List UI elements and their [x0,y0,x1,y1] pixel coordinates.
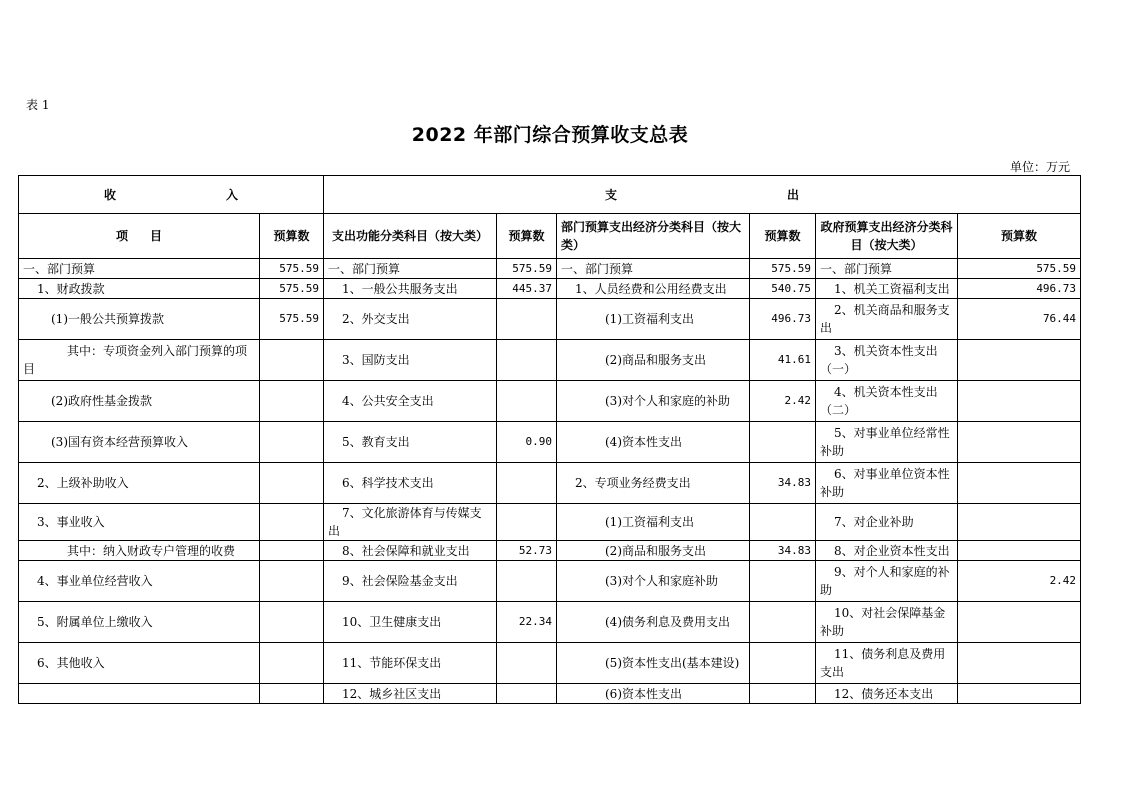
dept-econ-item-cell: 2、专项业务经费支出 [557,463,750,504]
func-budget-cell [497,381,557,422]
func-class-item-cell: 1、一般公共服务支出 [324,279,497,299]
func-class-item-cell: 8、社会保障和就业支出 [324,541,497,561]
gov-budget-cell: 496.73 [958,279,1081,299]
gov-econ-item-cell: 8、对企业资本性支出 [816,541,958,561]
gov-budget-cell [958,643,1081,684]
header-row-2 [19,214,1081,259]
income-item-cell: (3)国有资本经营预算收入 [19,422,260,463]
func-budget-cell [497,299,557,340]
table-row [19,643,1081,684]
gov-econ-item-cell: 2、机关商品和服务支出 [816,299,958,340]
dept-budget-cell: 34.83 [750,541,816,561]
gov-econ-item-cell: 6、对事业单位资本性补助 [816,463,958,504]
func-class-item-cell: 9、社会保险基金支出 [324,561,497,602]
func-budget-cell: 445.37 [497,279,557,299]
dept-econ-item-cell: (4)资本性支出 [557,422,750,463]
income-item-cell [19,684,260,704]
table-row [19,684,1081,704]
income-item-cell: (1)一般公共预算拨款 [19,299,260,340]
gov-budget-header: 预算数 [958,214,1081,259]
income-item-cell: 3、事业收入 [19,504,260,541]
func-class-item-cell: 12、城乡社区支出 [324,684,497,704]
gov-econ-header: 政府预算支出经济分类科目（按大类） [816,214,958,259]
func-budget-cell: 0.90 [497,422,557,463]
budget-table [18,175,1081,704]
gov-budget-cell [958,602,1081,643]
table-row [19,299,1081,340]
func-budget-cell: 575.59 [497,259,557,279]
item-header: 项 目 [19,214,260,259]
dept-econ-item-cell: (1)工资福利支出 [557,299,750,340]
header-row-1 [19,176,1081,214]
dept-econ-item-cell: (6)资本性支出 [557,684,750,704]
table-row [19,561,1081,602]
gov-budget-cell [958,504,1081,541]
func-budget-cell [497,463,557,504]
dept-budget-header: 预算数 [750,214,816,259]
func-class-item-cell: 6、科学技术支出 [324,463,497,504]
dept-budget-cell [750,561,816,602]
dept-econ-item-cell: 一、部门预算 [557,259,750,279]
dept-budget-cell: 496.73 [750,299,816,340]
gov-budget-cell: 2.42 [958,561,1081,602]
func-class-item-cell: 2、外交支出 [324,299,497,340]
func-budget-header: 预算数 [497,214,557,259]
gov-budget-cell [958,381,1081,422]
func-class-item-cell: 7、文化旅游体育与传媒支出 [324,504,497,541]
gov-budget-cell [958,422,1081,463]
income-item-cell: 其中：专项资金列入部门预算的项目 [19,340,260,381]
gov-budget-cell: 76.44 [958,299,1081,340]
income-budget-cell [260,340,324,381]
gov-econ-item-cell: 10、对社会保障基金补助 [816,602,958,643]
dept-econ-item-cell: (4)债务利息及费用支出 [557,602,750,643]
income-budget-cell [260,504,324,541]
dept-econ-item-cell: (5)资本性支出(基本建设) [557,643,750,684]
table-row [19,340,1081,381]
income-item-cell: (2)政府性基金拨款 [19,381,260,422]
func-class-item-cell: 10、卫生健康支出 [324,602,497,643]
dept-econ-header: 部门预算支出经济分类科目（按大类） [557,214,750,259]
table-label: 表 1 [26,98,50,112]
table-row [19,381,1081,422]
gov-budget-cell [958,340,1081,381]
gov-budget-cell: 575.59 [958,259,1081,279]
func-class-item-cell: 5、教育支出 [324,422,497,463]
func-budget-cell [497,643,557,684]
gov-econ-item-cell: 4、机关资本性支出（二） [816,381,958,422]
income-item-cell: 一、部门预算 [19,259,260,279]
func-budget-cell: 22.34 [497,602,557,643]
gov-econ-item-cell: 11、债务利息及费用支出 [816,643,958,684]
func-class-item-cell: 4、公共安全支出 [324,381,497,422]
income-budget-header: 预算数 [260,214,324,259]
gov-econ-item-cell: 12、债务还本支出 [816,684,958,704]
gov-budget-cell [958,684,1081,704]
table-row [19,504,1081,541]
dept-econ-item-cell: (1)工资福利支出 [557,504,750,541]
income-item-cell: 其中：纳入财政专户管理的收费 [19,541,260,561]
income-header: 收 入 [19,176,324,214]
income-budget-cell: 575.59 [260,259,324,279]
income-budget-cell [260,602,324,643]
dept-econ-item-cell: (2)商品和服务支出 [557,541,750,561]
income-budget-cell: 575.59 [260,299,324,340]
dept-budget-cell: 575.59 [750,259,816,279]
income-budget-cell [260,381,324,422]
income-budget-cell [260,561,324,602]
dept-budget-cell [750,684,816,704]
gov-budget-cell [958,541,1081,561]
dept-budget-cell [750,602,816,643]
dept-budget-cell [750,504,816,541]
gov-econ-item-cell: 5、对事业单位经常性补助 [816,422,958,463]
gov-econ-item-cell: 3、机关资本性支出（一） [816,340,958,381]
table-row [19,259,1081,279]
income-budget-cell [260,463,324,504]
gov-econ-item-cell: 9、对个人和家庭的补助 [816,561,958,602]
dept-econ-item-cell: (3)对个人和家庭的补助 [557,381,750,422]
dept-budget-cell: 41.61 [750,340,816,381]
func-class-item-cell: 3、国防支出 [324,340,497,381]
dept-budget-cell [750,643,816,684]
dept-econ-item-cell: (3)对个人和家庭补助 [557,561,750,602]
func-budget-cell [497,340,557,381]
expense-header: 支 出 [324,176,1081,214]
income-budget-cell: 575.59 [260,279,324,299]
func-budget-cell [497,684,557,704]
income-item-cell: 1、财政拨款 [19,279,260,299]
dept-budget-cell: 2.42 [750,381,816,422]
gov-budget-cell [958,463,1081,504]
income-budget-cell [260,643,324,684]
income-item-cell: 4、事业单位经营收入 [19,561,260,602]
table-row [19,602,1081,643]
table-row [19,422,1081,463]
income-budget-cell [260,422,324,463]
income-budget-cell [260,684,324,704]
income-item-cell: 2、上级补助收入 [19,463,260,504]
gov-econ-item-cell: 7、对企业补助 [816,504,958,541]
dept-budget-cell [750,422,816,463]
func-budget-cell: 52.73 [497,541,557,561]
dept-budget-cell: 34.83 [750,463,816,504]
func-budget-cell [497,561,557,602]
dept-budget-cell: 540.75 [750,279,816,299]
income-item-cell: 6、其他收入 [19,643,260,684]
dept-econ-item-cell: 1、人员经费和公用经费支出 [557,279,750,299]
table-row [19,279,1081,299]
income-budget-cell [260,541,324,561]
table-row [19,541,1081,561]
func-class-item-cell: 一、部门预算 [324,259,497,279]
unit-label: 单位：万元 [1009,160,1070,174]
income-item-cell: 5、附属单位上缴收入 [19,602,260,643]
table-row [19,463,1081,504]
func-class-header: 支出功能分类科目（按大类） [324,214,497,259]
func-budget-cell [497,504,557,541]
page-title: 2022 年部门综合预算收支总表 [411,124,689,146]
gov-econ-item-cell: 1、机关工资福利支出 [816,279,958,299]
gov-econ-item-cell: 一、部门预算 [816,259,958,279]
func-class-item-cell: 11、节能环保支出 [324,643,497,684]
dept-econ-item-cell: (2)商品和服务支出 [557,340,750,381]
